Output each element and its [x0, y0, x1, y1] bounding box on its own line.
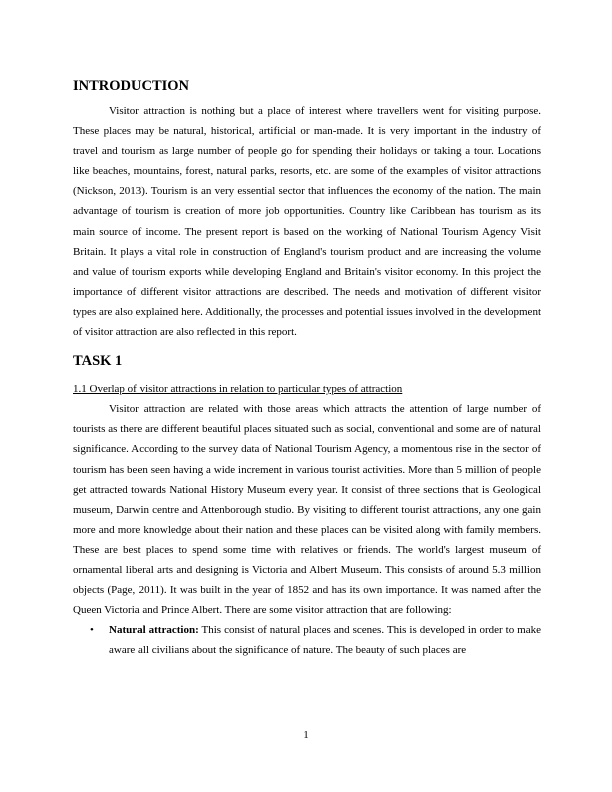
task1-heading: TASK 1 — [73, 353, 123, 370]
attraction-list — [73, 620, 541, 660]
bullet-icon: • — [90, 624, 94, 637]
task1-paragraph: Visitor attraction are related with those areas which attracts the attention of large number of tourists as there are different beautiful places situated such as social, conventional and some are of natural significance. According to the survey data of National Tourism Agency, a momentous rise in the sector of tourism has been seen having a wide increment in various tourist activities. More than 5 million of people get attracted towards National History Museum every year. It consist of three sections that is Geological museum, Darwin centre and Attenborough studio. By visiting to different tourist attractions, any one gain more and more knowledge about their nation and these places can be visited along with family members. These are best places to spend some time with relatives or friends. The world's largest museum of ornamental liberal arts and designing is Victoria and Albert Museum. This consists of around 5.3 million objects (Page, 2011). It was built in the year of 1852 and has its own importance. It was named after the Queen Victoria and Prince Albert. There are some visitor attraction that are following: — [73, 403, 541, 617]
page-number: 1 — [303, 729, 309, 741]
list-item-text: This consist of natural places and scenes. This is developed in order to make aware all civilians about the significance of nature. The beauty of such places are — [109, 624, 541, 657]
introduction-paragraph: Visitor attraction is nothing but a place of interest where travellers went for visiting purpose. These places may be natural, historical, artificial or man-made. It is very important in the industry of travel and tourism as large number of people go for spending their holidays or taking a tour. Locations like beaches, mountains, forest, natural parks, resorts, etc. are some of the examples of visitor attractions (Nickson, 2013). Tourism is an very essential sector that influences the economy of the nation. The main advantage of tourism is creation of more job opportunities. Country like Caribbean has tourism as its main source of income. The present report is based on the working of National Tourism Agency Visit Britain. It plays a vital role in construction of England's tourism product and are increasing the volume and value of tourism exports while developing England and Britain's visitor economy. In this project the importance of different visitor attractions are described. The needs and motivation of different visitor types are also explained here. Additionally, the processes and potential issues involved in the development of visitor attraction are also reflected in this report. — [73, 105, 541, 339]
list-item — [73, 620, 541, 660]
task1-subheading: 1.1 Overlap of visitor attractions in relation to particular types of attraction — [73, 383, 403, 396]
document-page — [73, 76, 541, 660]
list-item-term: Natural attraction: — [109, 624, 199, 637]
introduction-heading: INTRODUCTION — [73, 78, 190, 94]
